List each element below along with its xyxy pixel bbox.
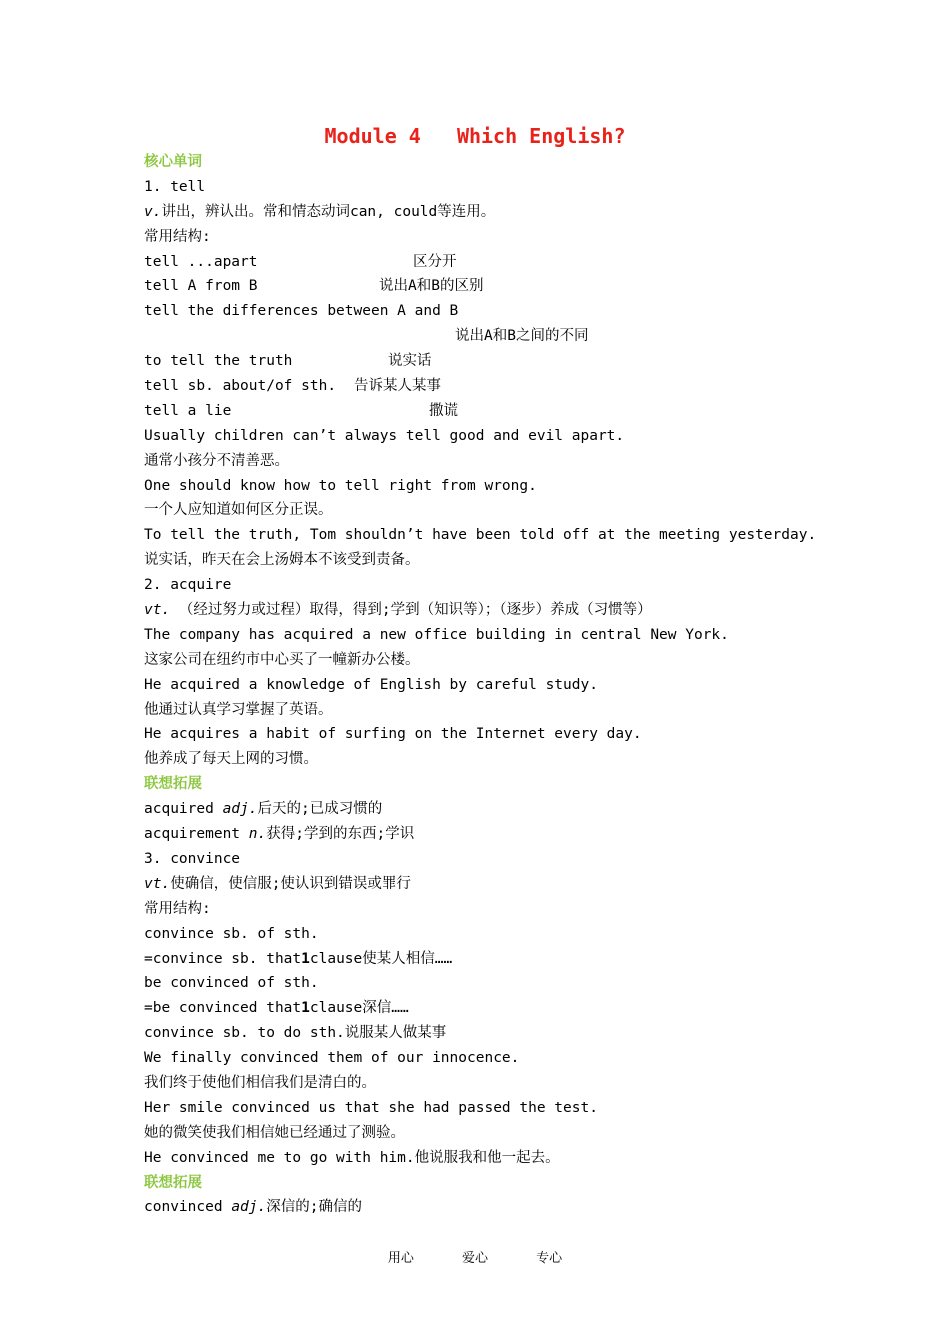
word-heading-convince: 3. convince — [144, 850, 241, 867]
structure-line: tell A from B 说出A和B的区别 — [144, 278, 484, 295]
structure-line: convince sb. of sth. — [144, 925, 319, 942]
derivative-line: acquirement n.获得;学到的东西;学识 — [144, 826, 415, 843]
example-en: Her smile convinced us that she had passed the test. — [144, 1099, 598, 1116]
example-en: He acquired a knowledge of English by careful study. — [144, 676, 598, 693]
structure-line: tell sb. about/of sth. 告诉某人某事 — [144, 378, 441, 395]
definition-tell: v.讲出，辨认出。常和情态动词can, could等连用。 — [144, 203, 496, 220]
example-en: One should know how to tell right from wrong. — [144, 477, 537, 494]
structures-label: 常用结构: — [144, 900, 211, 917]
derivative-line: convinced adj.深信的;确信的 — [144, 1199, 362, 1216]
section-heading-core-words: 核心单词 — [144, 154, 202, 170]
pos-label: vt. — [144, 875, 171, 892]
structure-line: to tell the truth 说实话 — [144, 353, 432, 370]
title-module: Module 4 — [324, 124, 421, 148]
example-cn: 一个人应知道如何区分正误。 — [144, 502, 333, 519]
structures-label: 常用结构: — [144, 228, 211, 245]
word-heading-acquire: 2. acquire — [144, 577, 232, 594]
structure-line: =convince sb. that1clause使某人相信…… — [144, 950, 453, 967]
definition-convince: vt.使确信，使信服;使认识到错误或罪行 — [144, 875, 411, 892]
footer-text: 专心 — [536, 1251, 563, 1266]
structure-line: =be convinced that1clause深信…… — [144, 1000, 409, 1017]
example-en: To tell the truth, Tom shouldn’t have been told off at the meeting yesterday. — [144, 527, 817, 544]
structure-line: convince sb. to do sth.说服某人做某事 — [144, 1025, 447, 1042]
structure-line: tell the differences between A and B — [144, 303, 459, 320]
example-en: He acquires a habit of surfing on the Internet every day. — [144, 726, 642, 743]
example-cn: 我们终于使他们相信我们是清白的。 — [144, 1074, 376, 1091]
page-title — [0, 124, 950, 148]
example-cn: 他通过认真学习掌握了英语。 — [144, 701, 333, 718]
word-heading-tell: 1. tell — [144, 178, 206, 195]
structure-line: tell ...apart 区分开 — [144, 253, 457, 270]
derivative-line: acquired adj.后天的;已成习惯的 — [144, 801, 383, 818]
section-heading-extend: 联想拓展 — [144, 1174, 202, 1191]
definition-acquire: vt. （经过努力或过程）取得，得到;学到（知识等）；（逐步）养成（习惯等） — [144, 602, 652, 619]
example-cn: 通常小孩分不清善恶。 — [144, 452, 289, 469]
example-cn: 这家公司在纽约市中心买了一幢新办公楼。 — [144, 651, 420, 668]
content-body — [144, 150, 844, 1220]
structure-line: 说出A和B之间的不同 — [455, 328, 589, 345]
example-en: Usually children can’t always tell good and evil apart. — [144, 427, 625, 444]
example-cn: 她的微笑使我们相信她已经通过了测验。 — [144, 1124, 405, 1141]
example-en: We finally convinced them of our innocence. — [144, 1050, 520, 1067]
footer-text: 爱心 — [461, 1251, 488, 1266]
pos-label: vt. — [144, 602, 171, 619]
example-en: The company has acquired a new office building in central New York. — [144, 626, 729, 643]
page-footer — [0, 1247, 950, 1266]
example-cn: 他养成了每天上网的习惯。 — [144, 751, 318, 768]
title-which-english: Which English? — [456, 124, 626, 148]
structure-line: tell a lie 撒谎 — [144, 402, 458, 419]
example-en: He convinced me to go with him.他说服我和他一起去。 — [144, 1149, 560, 1166]
footer-text: 用心 — [387, 1251, 414, 1266]
structure-line: be convinced of sth. — [144, 975, 319, 992]
example-cn: 说实话，昨天在会上汤姆本不该受到责备。 — [144, 552, 420, 569]
pos-label: v. — [144, 203, 162, 220]
section-heading-extend: 联想拓展 — [144, 776, 202, 793]
